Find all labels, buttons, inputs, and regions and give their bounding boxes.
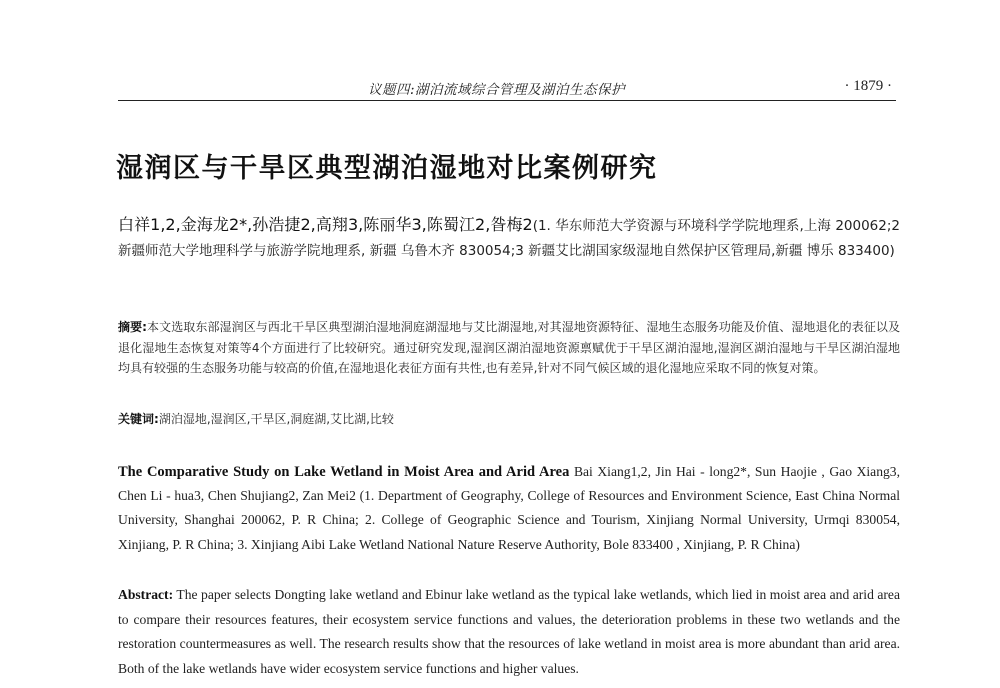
author-block-cn [118,212,900,264]
paper-title-cn: 湿润区与干旱区典型湖泊湿地对比案例研究 [116,153,658,184]
abstract-text-en: The paper selects Dongting lake wetland and Ebinur lake wetland as the typical lake wetlands, which lied in moist area and arid area to compare their resources features, their ecosystem service functions and values, the deterioration problems in these two wetlands and the restoration countermeasures as well. The research results show that the resources of lake wetland in moist area is more abundant than arid area. Both of the lake wetlands have wider ecosystem service functions and higher values. [118,587,901,676]
page-number: · 1879 · [844,78,892,94]
running-title: 议题四:湖泊流域综合管理及湖泊生态保护 [368,82,626,98]
abstract-cn [118,317,900,379]
affiliation-cn: (1. 华东师范大学资源与环境科学学院地理系,上海 200062;2 新疆师范大学地理科学与旅游学院地理系, 新疆 乌鲁木齐 830054;3 新疆艾比湖国家级湿地自然保护区管理局,新疆 博乐 833400) [118,218,900,259]
abstract-label-cn: 摘要: [118,320,147,334]
keywords-label-cn: 关键词: [118,412,159,426]
abstract-text-cn: 本文选取东部湿润区与西北干旱区典型湖泊湿地洞庭湖湿地与艾比湖湿地,对其湿地资源特征、湿地生态服务功能及价值、湿地退化的表征以及退化湿地生态恢复对策等4个方面进行了比较研究。通过研究发现,湿润区湖泊湿地资源禀赋优于干旱区湖泊湿地,湿润区湖泊湿地与干旱区湖泊湿地均具有较强的生态服务功能与较高的价值,在湿地退化表征方面有共性,也有差异,针对不同气候区域的退化湿地应采取不同的恢复对策。 [118,320,900,375]
keywords-text-cn: 湖泊湿地,湿润区,干旱区,洞庭湖,艾比湖,比较 [158,412,394,426]
running-header [118,74,896,101]
author-list-cn: 白祥1,2,金海龙2*,孙浩捷2,高翔3,陈丽华3,陈蜀江2,昝梅2 [118,215,533,234]
paper-title-en: The Comparative Study on Lake Wetland in Moist Area and Arid Area [118,464,570,480]
english-header-block [118,460,900,557]
author-list-en: Bai Xiang1,2, Jin Hai - long2*, Sun Haojie , Gao Xiang3, Chen Li - hua3, Chen Shujiang2, Zan Mei2 [118,464,900,504]
keywords-cn [118,409,900,429]
abstract-en [118,583,900,681]
affiliation-en: (1. Department of Geography, College of Resources and Environment Science, East China Normal University, Shanghai 200062, P. R China; 2. College of Geographic Science and Tourism, Xinjiang Normal University, Urmqi 830054, Xinjiang, P. R China; 3. Xinjiang Aibi Lake Wetland National Nature Reserve Authority, Bole 833400 , Xinjiang, P. R China) [118,488,901,552]
abstract-label-en: Abstract: [118,587,174,602]
